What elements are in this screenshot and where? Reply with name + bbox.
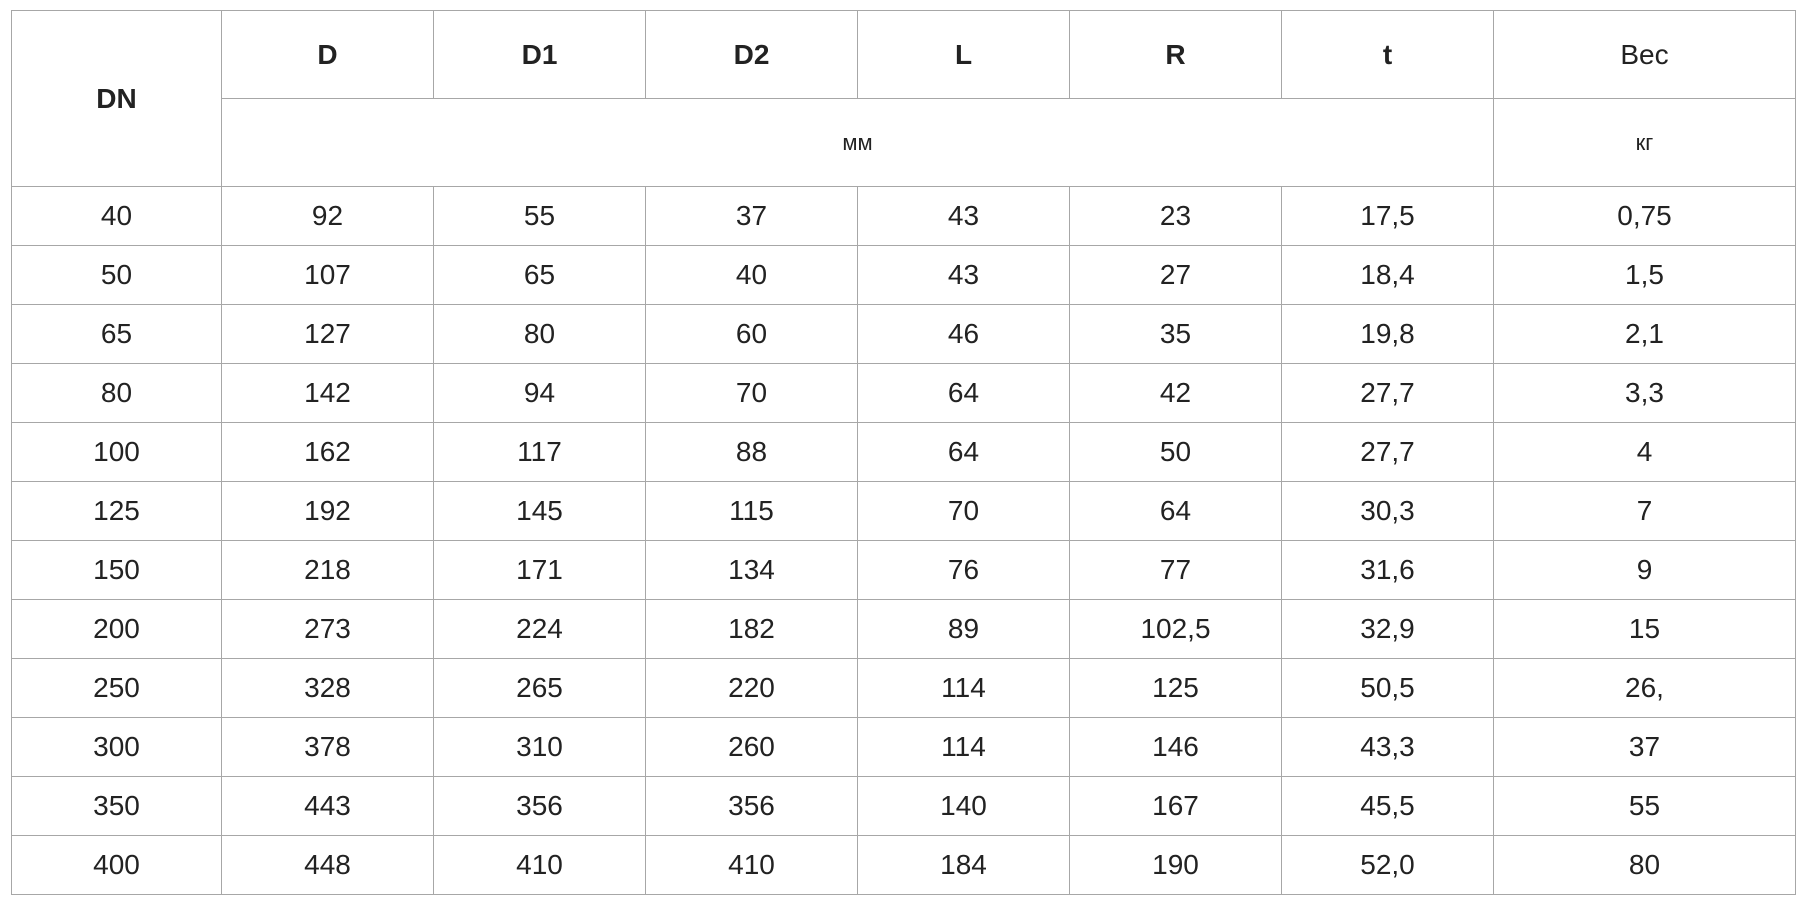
header-d: D [222,11,434,99]
cell-r: 23 [1070,187,1282,246]
cell-d: 448 [222,836,434,895]
cell-d: 328 [222,659,434,718]
cell-l: 114 [858,659,1070,718]
header-d2: D2 [646,11,858,99]
unit-kg: кг [1494,99,1796,187]
cell-d1: 80 [434,305,646,364]
cell-dn: 40 [12,187,222,246]
cell-r: 125 [1070,659,1282,718]
table-row [12,600,1796,659]
table-row [12,659,1796,718]
cell-l: 43 [858,187,1070,246]
cell-t: 27,7 [1282,423,1494,482]
unit-mm: мм [222,99,1494,187]
cell-d1: 117 [434,423,646,482]
cell-d1: 265 [434,659,646,718]
cell-weight: 1,5 [1494,246,1796,305]
cell-dn: 200 [12,600,222,659]
table-row [12,246,1796,305]
cell-d: 192 [222,482,434,541]
header-dn: DN [12,11,222,187]
cell-weight: 37 [1494,718,1796,777]
table-body [12,187,1796,895]
table-row [12,482,1796,541]
cell-dn: 100 [12,423,222,482]
cell-l: 64 [858,423,1070,482]
cell-d2: 37 [646,187,858,246]
cell-t: 50,5 [1282,659,1494,718]
cell-d2: 410 [646,836,858,895]
cell-l: 140 [858,777,1070,836]
cell-r: 50 [1070,423,1282,482]
cell-weight: 3,3 [1494,364,1796,423]
cell-r: 77 [1070,541,1282,600]
cell-dn: 65 [12,305,222,364]
cell-d: 273 [222,600,434,659]
cell-d2: 88 [646,423,858,482]
cell-d: 142 [222,364,434,423]
cell-d1: 171 [434,541,646,600]
cell-d1: 145 [434,482,646,541]
cell-d1: 94 [434,364,646,423]
cell-weight: 15 [1494,600,1796,659]
cell-dn: 50 [12,246,222,305]
cell-d: 443 [222,777,434,836]
cell-r: 190 [1070,836,1282,895]
header-row-units [12,99,1796,187]
header-weight: Вес [1494,11,1796,99]
table-row [12,305,1796,364]
header-d1: D1 [434,11,646,99]
cell-r: 102,5 [1070,600,1282,659]
cell-t: 52,0 [1282,836,1494,895]
cell-d: 218 [222,541,434,600]
cell-d1: 410 [434,836,646,895]
cell-t: 17,5 [1282,187,1494,246]
cell-dn: 300 [12,718,222,777]
table-row [12,718,1796,777]
cell-t: 27,7 [1282,364,1494,423]
table-row [12,777,1796,836]
cell-t: 45,5 [1282,777,1494,836]
table-row [12,423,1796,482]
cell-d1: 55 [434,187,646,246]
cell-dn: 80 [12,364,222,423]
cell-r: 42 [1070,364,1282,423]
cell-d2: 134 [646,541,858,600]
cell-weight: 80 [1494,836,1796,895]
header-l: L [858,11,1070,99]
table-row [12,364,1796,423]
cell-r: 35 [1070,305,1282,364]
cell-dn: 150 [12,541,222,600]
header-r: R [1070,11,1282,99]
cell-l: 76 [858,541,1070,600]
cell-d1: 65 [434,246,646,305]
cell-l: 46 [858,305,1070,364]
cell-d2: 40 [646,246,858,305]
cell-dn: 125 [12,482,222,541]
dimensions-table [11,10,1796,895]
cell-l: 64 [858,364,1070,423]
cell-r: 27 [1070,246,1282,305]
header-row-labels [12,11,1796,99]
cell-l: 114 [858,718,1070,777]
cell-l: 43 [858,246,1070,305]
cell-weight: 55 [1494,777,1796,836]
cell-t: 32,9 [1282,600,1494,659]
cell-d2: 60 [646,305,858,364]
cell-dn: 400 [12,836,222,895]
cell-d2: 356 [646,777,858,836]
cell-t: 18,4 [1282,246,1494,305]
header-t: t [1282,11,1494,99]
cell-weight: 0,75 [1494,187,1796,246]
cell-d2: 260 [646,718,858,777]
cell-dn: 250 [12,659,222,718]
cell-r: 146 [1070,718,1282,777]
cell-d2: 70 [646,364,858,423]
cell-weight: 4 [1494,423,1796,482]
cell-d: 378 [222,718,434,777]
table-row [12,836,1796,895]
cell-d1: 310 [434,718,646,777]
cell-dn: 350 [12,777,222,836]
table-row [12,541,1796,600]
cell-weight: 9 [1494,541,1796,600]
cell-d: 162 [222,423,434,482]
cell-d2: 182 [646,600,858,659]
cell-weight: 7 [1494,482,1796,541]
cell-d: 127 [222,305,434,364]
cell-weight: 26, [1494,659,1796,718]
cell-l: 89 [858,600,1070,659]
cell-d: 107 [222,246,434,305]
cell-t: 19,8 [1282,305,1494,364]
cell-l: 184 [858,836,1070,895]
cell-t: 43,3 [1282,718,1494,777]
cell-d1: 224 [434,600,646,659]
cell-d1: 356 [434,777,646,836]
cell-t: 30,3 [1282,482,1494,541]
cell-d: 92 [222,187,434,246]
cell-d2: 220 [646,659,858,718]
cell-weight: 2,1 [1494,305,1796,364]
table-row [12,187,1796,246]
cell-r: 167 [1070,777,1282,836]
cell-d2: 115 [646,482,858,541]
cell-t: 31,6 [1282,541,1494,600]
cell-r: 64 [1070,482,1282,541]
cell-l: 70 [858,482,1070,541]
